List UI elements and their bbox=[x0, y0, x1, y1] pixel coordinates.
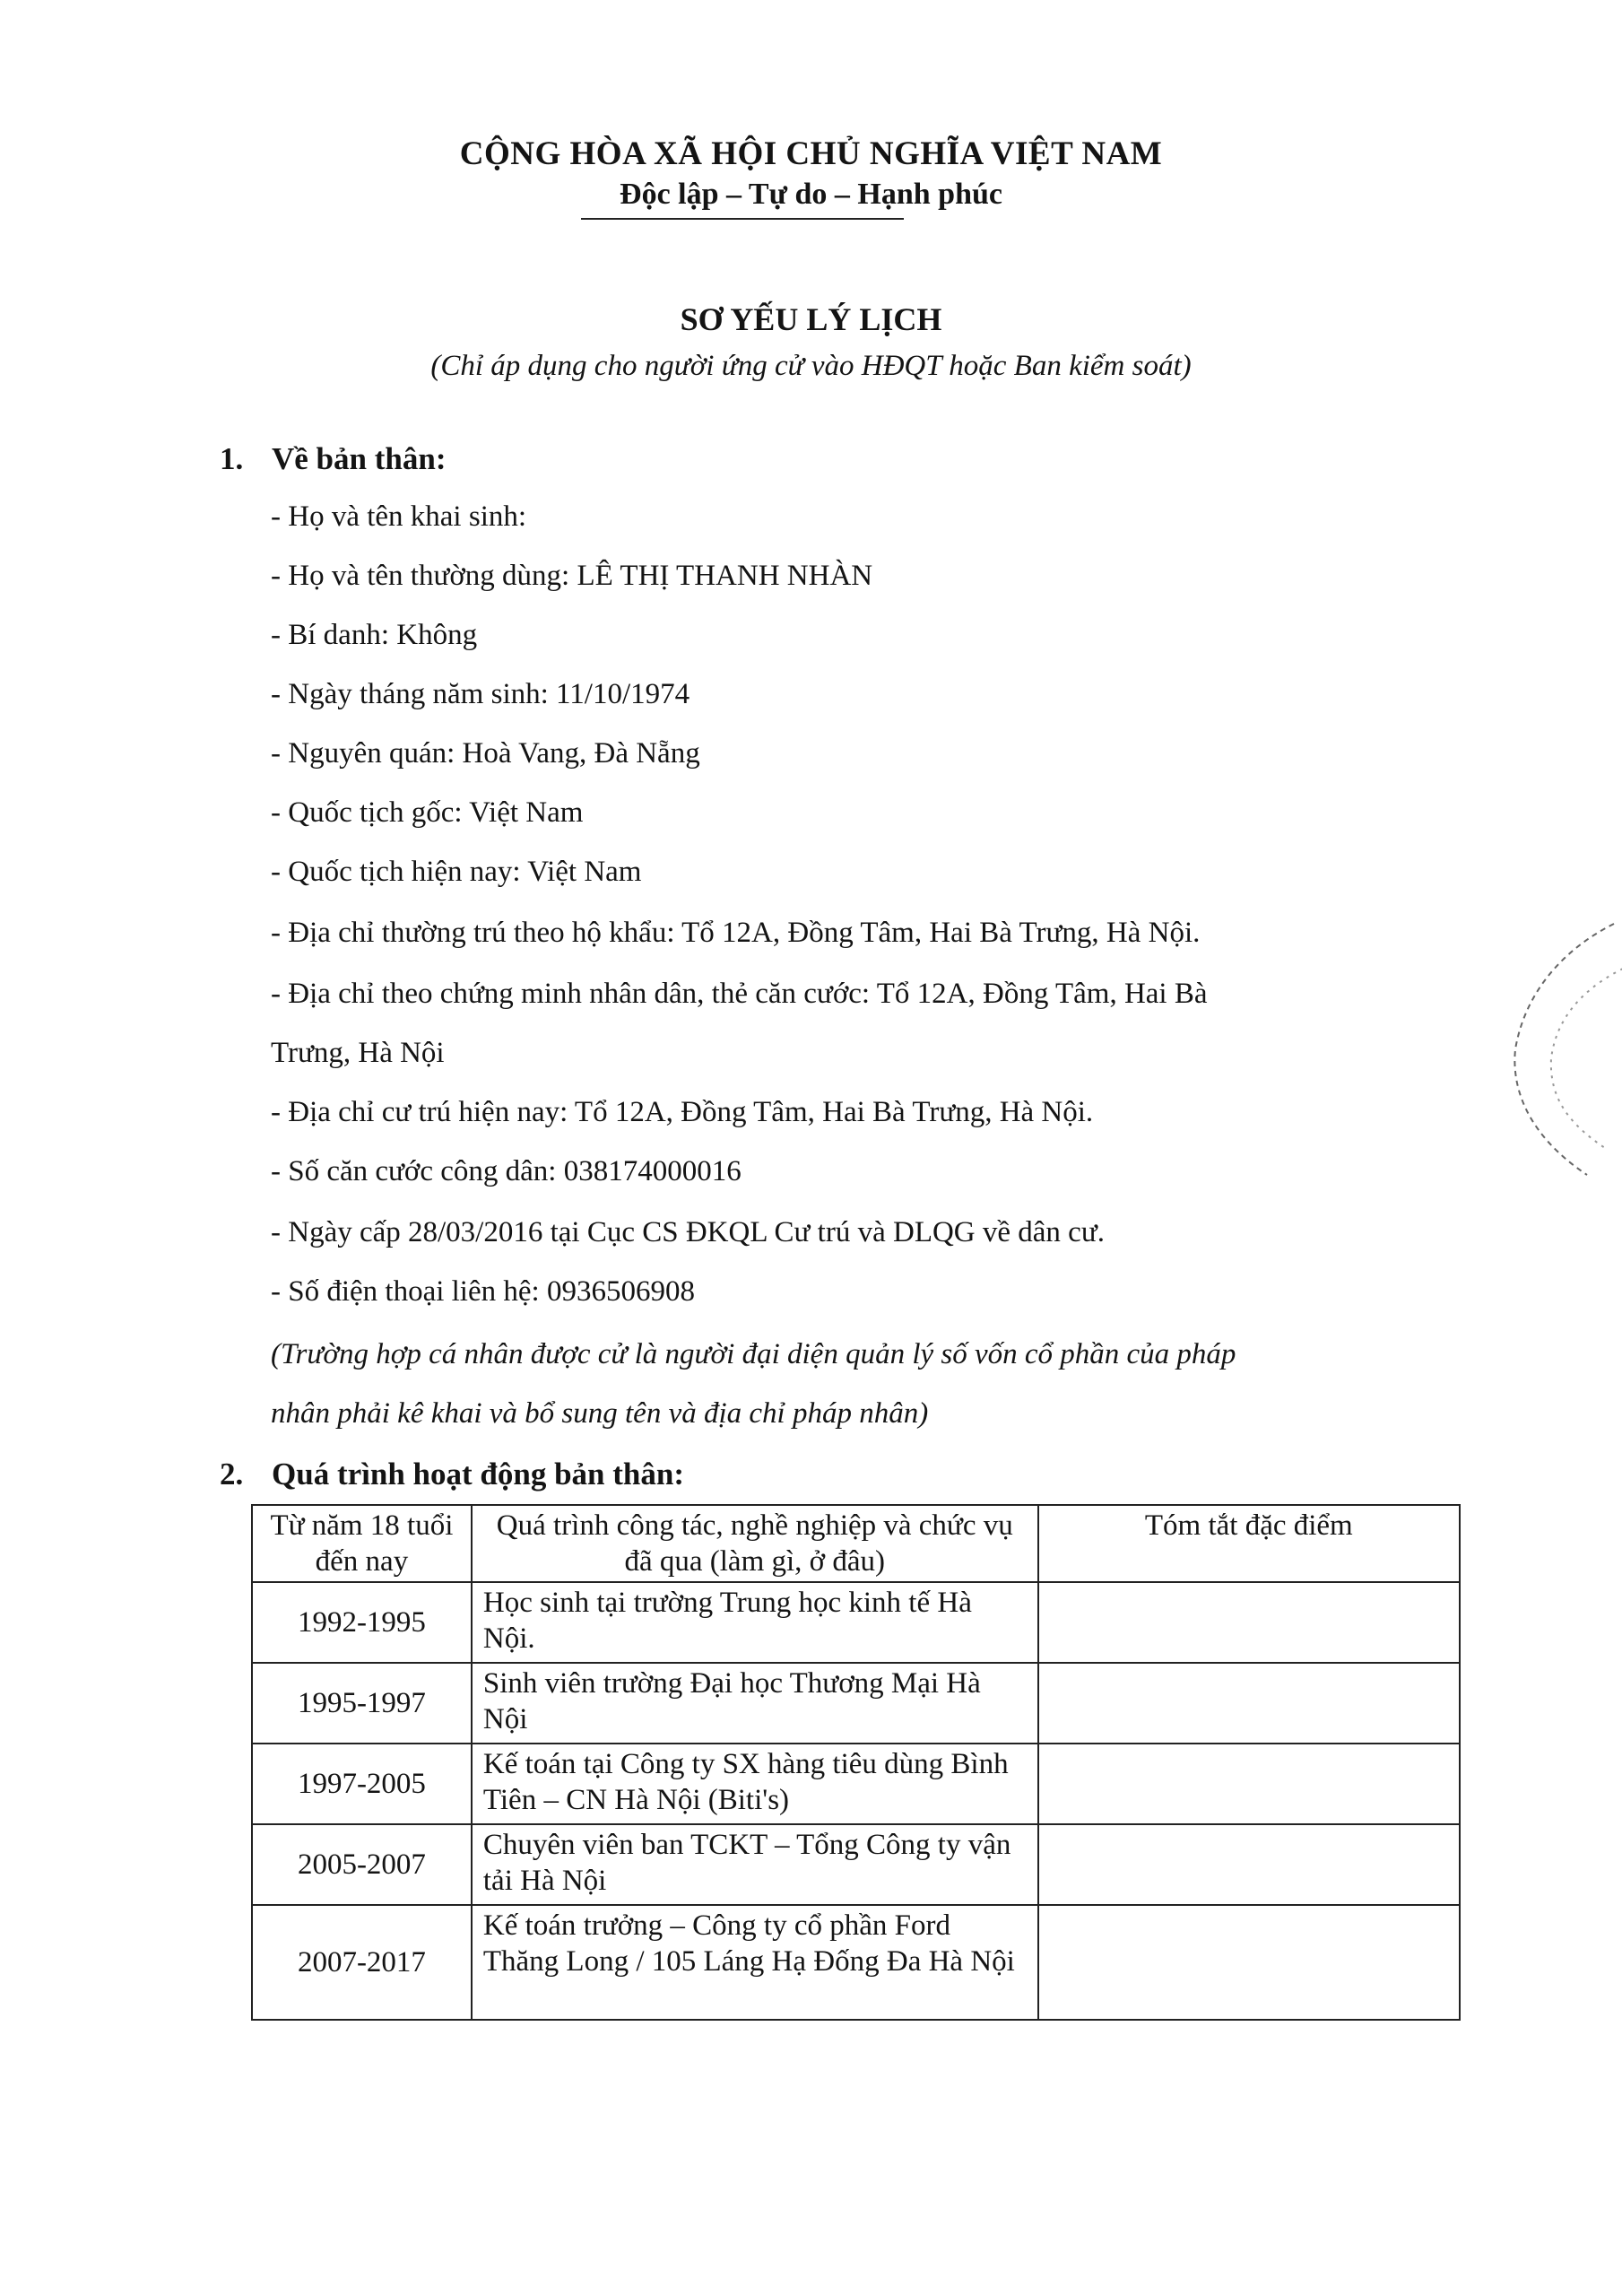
column-header-years: Từ năm 18 tuổi đến nay bbox=[252, 1505, 472, 1582]
nation-heading: CỘNG HÒA XÃ HỘI CHỦ NGHĨA VIỆT NAM bbox=[459, 135, 1163, 172]
document-title: SƠ YẾU LÝ LỊCH bbox=[680, 301, 942, 337]
cell-years: 2007-2017 bbox=[252, 1905, 472, 2020]
field-original-nationality: - Quốc tịch gốc: Việt Nam bbox=[271, 796, 584, 829]
work-history-table bbox=[251, 1504, 1461, 2021]
document-subtitle: (Chỉ áp dụng cho người ứng cử vào HĐQT hoặc Ban kiểm soát) bbox=[430, 350, 1192, 382]
note-line-1: (Trường hợp cá nhân được cử là người đại diện quản lý số vốn cổ phần của pháp bbox=[271, 1338, 1236, 1370]
motto: Độc lập – Tự do – Hạnh phúc bbox=[620, 178, 1002, 211]
cell-years: 1995-1997 bbox=[252, 1663, 472, 1744]
column-header-summary: Tóm tắt đặc điểm bbox=[1038, 1505, 1460, 1582]
section-1-number: 1. bbox=[220, 441, 244, 476]
cell-years: 2005-2007 bbox=[252, 1824, 472, 1905]
section-2-title: Quá trình hoạt động bản thân: bbox=[272, 1457, 685, 1492]
cell-summary bbox=[1038, 1905, 1460, 2020]
field-issue-info: - Ngày cấp 28/03/2016 tại Cục CS ĐKQL Cư trú và DLQG về dân cư. bbox=[271, 1216, 1105, 1248]
field-id-address-continued: Trưng, Hà Nội bbox=[271, 1037, 445, 1069]
table-row bbox=[252, 1582, 1460, 1663]
section-2-number: 2. bbox=[220, 1457, 244, 1492]
cell-years: 1997-2005 bbox=[252, 1744, 472, 1824]
table-row bbox=[252, 1744, 1460, 1824]
table-header-row bbox=[252, 1505, 1460, 1582]
field-birth-date: - Ngày tháng năm sinh: 11/10/1974 bbox=[271, 678, 690, 710]
section-1-heading bbox=[220, 441, 446, 477]
cell-activity: Kế toán trưởng – Công ty cổ phần Ford Thăng Long / 105 Láng Hạ Đống Đa Hà Nội bbox=[472, 1905, 1038, 2020]
field-phone: - Số điện thoại liên hệ: 0936506908 bbox=[271, 1275, 695, 1308]
section-1-title: Về bản thân: bbox=[272, 441, 447, 476]
table-row bbox=[252, 1905, 1460, 2020]
field-id-address: - Địa chỉ theo chứng minh nhân dân, thẻ căn cước: Tổ 12A, Đồng Tâm, Hai Bà bbox=[271, 978, 1208, 1010]
note-line-2: nhân phải kê khai và bổ sung tên và địa chỉ pháp nhân) bbox=[271, 1397, 929, 1430]
section-2-heading bbox=[220, 1457, 684, 1492]
cell-years: 1992-1995 bbox=[252, 1582, 472, 1663]
cell-activity: Kế toán tại Công ty SX hàng tiêu dùng Bình Tiên – CN Hà Nội (Biti's) bbox=[472, 1744, 1038, 1824]
column-header-activity: Quá trình công tác, nghề nghiệp và chức vụ đã qua (làm gì, ở đâu) bbox=[472, 1505, 1038, 1582]
field-alias: - Bí danh: Không bbox=[271, 619, 478, 651]
cell-summary bbox=[1038, 1744, 1460, 1824]
field-common-name: - Họ và tên thường dùng: LÊ THỊ THANH NHÀN bbox=[271, 560, 873, 592]
field-permanent-address: - Địa chỉ thường trú theo hộ khẩu: Tổ 12A, Đồng Tâm, Hai Bà Trưng, Hà Nội. bbox=[271, 917, 1201, 949]
field-current-residence: - Địa chỉ cư trú hiện nay: Tổ 12A, Đồng Tâm, Hai Bà Trưng, Hà Nội. bbox=[271, 1096, 1094, 1128]
table-row bbox=[252, 1663, 1460, 1744]
field-hometown: - Nguyên quán: Hoà Vang, Đà Nẵng bbox=[271, 737, 700, 770]
cell-activity: Học sinh tại trường Trung học kinh tế Hà Nội. bbox=[472, 1582, 1038, 1663]
cell-activity: Sinh viên trường Đại học Thương Mại Hà Nội bbox=[472, 1663, 1038, 1744]
field-birth-name: - Họ và tên khai sinh: bbox=[271, 500, 527, 533]
cell-activity: Chuyên viên ban TCKT – Tổng Công ty vận tải Hà Nội bbox=[472, 1824, 1038, 1905]
partial-seal-stamp bbox=[1479, 915, 1622, 1184]
cell-summary bbox=[1038, 1824, 1460, 1905]
cell-summary bbox=[1038, 1663, 1460, 1744]
cell-summary bbox=[1038, 1582, 1460, 1663]
table-row bbox=[252, 1824, 1460, 1905]
field-current-nationality: - Quốc tịch hiện nay: Việt Nam bbox=[271, 856, 642, 888]
motto-underline bbox=[581, 218, 904, 220]
field-citizen-id: - Số căn cước công dân: 038174000016 bbox=[271, 1155, 742, 1187]
